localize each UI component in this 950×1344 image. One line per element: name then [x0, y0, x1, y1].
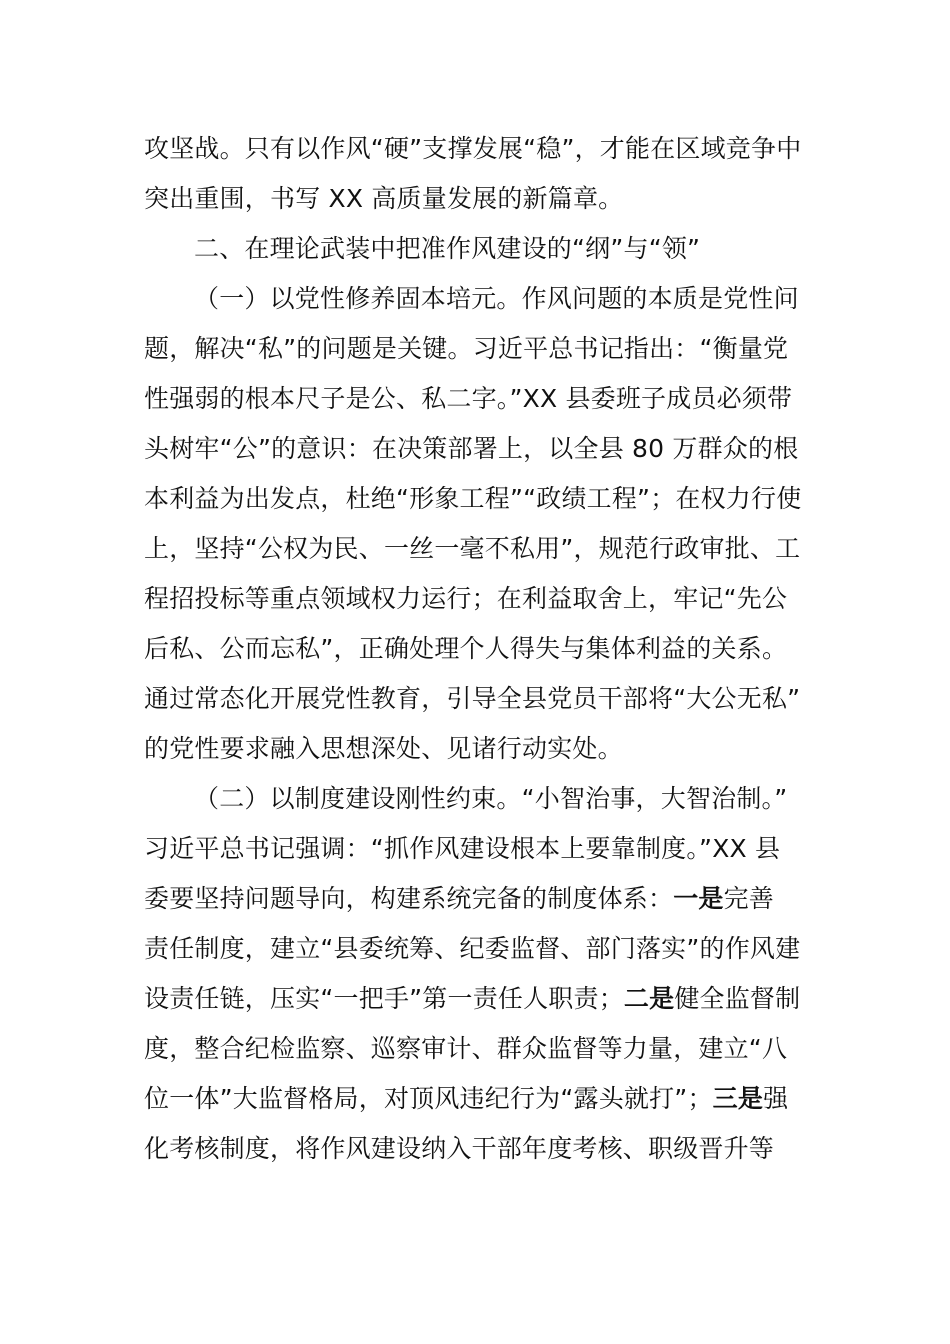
- text-line: [144, 1134, 774, 1164]
- text-segment: 本利益为出发点，杜绝“形象工程”“政绩工程”；在权力行使: [144, 484, 802, 513]
- text-segment: 上，坚持“公权为民、一丝一毫不私用”，规范行政审批、工: [144, 534, 801, 563]
- text-segment: 委要坚持问题导向，构建系统完备的制度体系：: [144, 884, 674, 913]
- text-segment: 攻坚战。只有以作风“硬”支撑发展“稳”，才能在区域竞争中: [144, 134, 802, 163]
- text-segment: 健全监督制: [674, 984, 801, 1013]
- bold-marker: 一是: [673, 884, 724, 913]
- paragraph-start: [194, 284, 799, 314]
- text-segment: 程招投标等重点领域权力运行；在利益取舍上，牢记“先公: [144, 584, 788, 613]
- text-line: [144, 534, 800, 564]
- text-line: [144, 184, 623, 214]
- text-segment: 设责任链，压实“一把手”第一责任人职责；: [144, 984, 624, 1013]
- text-line: [144, 384, 792, 414]
- text-line: [144, 1034, 787, 1064]
- text-segment: 责任制度，建立“县委统筹、纪委监督、部门落实”的作风建: [144, 934, 801, 963]
- bold-marker: 二是: [623, 984, 675, 1013]
- text-line: [144, 584, 787, 614]
- text-line: [144, 634, 787, 664]
- text-segment: 通过常态化开展党性教育，引导全县党员干部将“大公无私”: [144, 684, 801, 713]
- text-line: [144, 984, 800, 1014]
- text-segment: 习近平总书记强调：“抓作风建设根本上要靠制度。”XX 县: [144, 834, 781, 863]
- text-segment: 后私、公而忘私”，正确处理个人得失与集体利益的关系。: [144, 634, 788, 663]
- text-line: [144, 934, 800, 964]
- text-line: [144, 734, 623, 764]
- text-segment: 突出重围，书写 XX 高质量发展的新篇章。: [144, 184, 624, 213]
- text-segment: 性强弱的根本尺子是公、私二字。”XX 县委班子成员必须带: [144, 384, 793, 413]
- text-segment: （一）以党性修养固本培元。作风问题的本质是党性问: [194, 284, 799, 313]
- text-segment: 强: [763, 1084, 789, 1113]
- text-segment: 的党性要求融入思想深处、见诸行动实处。: [144, 734, 623, 763]
- text-segment: 完善: [723, 884, 775, 913]
- section-heading: [194, 234, 700, 264]
- text-line: [144, 684, 800, 714]
- text-segment: 度，整合纪检监察、巡察审计、群众监督等力量，建立“八: [144, 1034, 788, 1063]
- text-line: [144, 484, 801, 514]
- text-segment: 化考核制度，将作风建设纳入干部年度考核、职级晋升等: [144, 1134, 775, 1163]
- text-line: [144, 134, 801, 164]
- bold-marker: 三是: [712, 1084, 764, 1113]
- text-line: [144, 884, 774, 914]
- text-segment: 二、在理论武装中把准作风建设的“纲”与“领”: [194, 234, 701, 263]
- text-line: [144, 1084, 788, 1114]
- text-segment: （二）以制度建设刚性约束。“小智治事，大智治制。”: [194, 784, 788, 813]
- text-segment: 位一体”大监督格局，对顶风违纪行为“露头就打”；: [144, 1084, 713, 1113]
- text-segment: 题，解决“私”的问题是关键。习近平总书记指出：“衡量党: [144, 334, 789, 363]
- text-line: [144, 434, 798, 464]
- text-segment: 头树牢“公”的意识：在决策部署上，以全县 80 万群众的根: [144, 434, 799, 463]
- paragraph-start: [194, 784, 787, 814]
- text-line: [144, 834, 780, 864]
- text-line: [144, 334, 788, 364]
